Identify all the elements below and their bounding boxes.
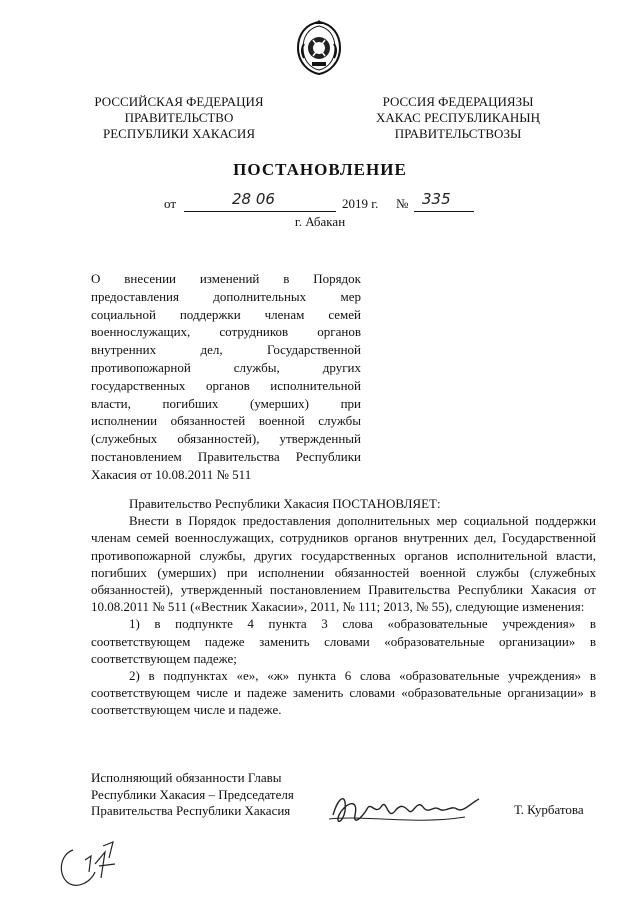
subject-line: Хакасия от 10.08.2011 № 511	[91, 466, 252, 482]
date-prefix: от	[164, 196, 177, 211]
header-right-line: РОССИЯ ФЕДЕРАЦИЯЗЫ	[382, 94, 534, 109]
subject-line: постановлением Правительства Республики	[91, 448, 361, 464]
header-left-line: ПРАВИТЕЛЬСТВО	[124, 110, 234, 125]
body-text	[91, 495, 596, 719]
subject-line: предоставления дополнительных мер	[91, 288, 361, 304]
intro-paragraph: Внести в Порядок предоставления дополнительных мер социальной поддержки членам семей военнослужащих, сотрудников органов внутренних дел, Государственной противопожарной службы, других государственных органов исполнительной власти, погибших (умерших) при исполнении обязанностей военной службы (служебных обязанностей), утвержденный постановлением Правительства Республики Хакасия от 10.08.2011 № 511 («Вестник Хакасии», 2011, № 111; 2013, № 55), следующие изменения:	[91, 513, 596, 615]
subject-line: О внесении изменений в Порядок	[91, 271, 361, 286]
subject-line: власти, погибших (умерших) при	[91, 395, 361, 411]
signatory-position	[91, 770, 331, 820]
subject-block	[91, 270, 361, 484]
city: г. Абакан	[294, 214, 346, 229]
subject-line: противопожарной службы, других	[91, 359, 361, 375]
header-left	[84, 94, 274, 142]
date-handwritten: 28 06	[232, 190, 275, 208]
position-line: Правительства Республики Хакасия	[91, 803, 291, 818]
position-line: Республики Хакасия – Председателя	[91, 786, 294, 802]
header-right	[352, 94, 564, 142]
subject-line: военнослужащих, сотрудников органов	[91, 324, 361, 340]
number-handwritten: 335	[422, 190, 451, 208]
coat-of-arms-emblem	[294, 20, 344, 76]
header-right-line: ПРАВИТЕЛЬСТВОЗЫ	[394, 126, 522, 141]
item-1-paragraph: 1) в подпункте 4 пункта 3 слова «образовательные учреждения» в соответствующем падеже заменить словами «образовательные организации» в соответствующем падеже;	[91, 616, 596, 666]
number-sign: №	[396, 196, 409, 211]
subject-line: социальной поддержки членам семей	[91, 306, 361, 322]
header-left-line: РЕСПУБЛИКИ ХАКАСИЯ	[102, 126, 255, 141]
handwritten-signature	[325, 785, 485, 835]
header-left-line: РОССИЙСКАЯ ФЕДЕРАЦИЯ	[94, 94, 264, 109]
subject-line: (служебных обязанностей), утвержденный	[91, 431, 361, 447]
subject-line: государственных органов исполнительной	[91, 377, 361, 393]
subject-line: внутренних дел, Государственной	[91, 342, 361, 358]
document-title: ПОСТАНОВЛЕНИЕ	[233, 160, 407, 179]
position-line: Исполняющий обязанности Главы	[91, 770, 282, 785]
handwritten-initials-mark	[55, 838, 130, 893]
subject-line: исполнении обязанностей военной службы	[91, 413, 361, 429]
date-year: 2019 г.	[342, 196, 379, 211]
item-2-paragraph: 2) в подпунктах «е», «ж» пункта 6 слова «образовательные учреждения» в соответствующем числе и падеже заменить словами «образовательные организации» в соответствующем числе и падеже.	[91, 668, 596, 718]
header-right-line: ХАКАС РЕСПУБЛИКАНЫҢ	[375, 110, 541, 125]
signatory-name: Т. Курбатова	[514, 802, 584, 817]
decree-paragraph: Правительство Республики Хакасия ПОСТАНОВЛЯЕТ:	[129, 496, 441, 511]
